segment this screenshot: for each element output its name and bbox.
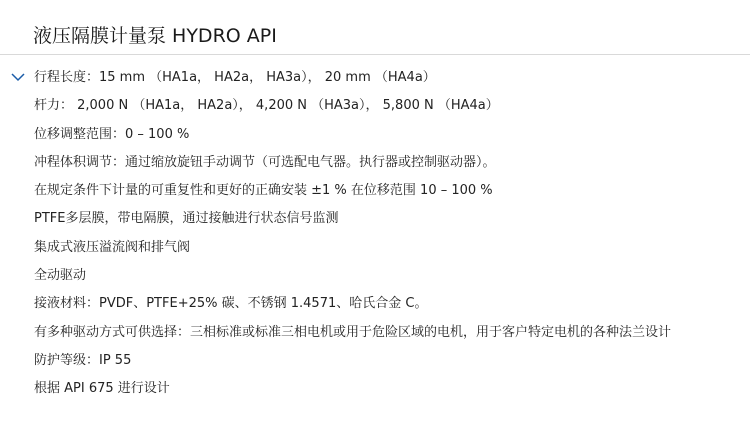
- list-item: 根据 API 675 进行设计: [34, 381, 170, 397]
- page-header: [0, 0, 750, 55]
- list-item: 防护等级：IP 55: [34, 352, 132, 368]
- list-item: 位移调整范围：0 – 100 %: [34, 126, 190, 142]
- list-item: PTFE多层膜，带电隔膜，通过接触进行状态信号监测: [34, 211, 339, 227]
- list-item: 有多种驱动方式可供选择：三相标准或标准三相电机或用于危险区域的电机，用于客户特定电机的各种法兰设计: [34, 324, 672, 340]
- list-item: 冲程体积调节：通过缩放旋钮手动调节（可选配电气器。执行器或控制驱动器）。: [34, 154, 496, 170]
- page-title: 液压隔膜计量泵 HYDRO API: [33, 25, 277, 47]
- list-item: 在规定条件下计量的可重复性和更好的正确安装 ±1 % 在位移范围 10 – 100 %: [34, 183, 493, 199]
- list-item: 集成式液压溢流阀和排气阀: [34, 239, 191, 255]
- list-item: 行程长度：15 mm （HA1a， HA2a， HA3a）， 20 mm （HA4a）: [34, 70, 436, 85]
- list-item: 杆力： 2,000 N （HA1a， HA2a）， 4,200 N （HA3a）， 5,800 N （HA4a）: [34, 98, 499, 114]
- feature-list: [34, 64, 671, 404]
- chevron-down-icon[interactable]: [11, 72, 25, 82]
- list-item: 接液材料：PVDF、PTFE+25% 碳、不锈钢 1.4571、哈氏合金 C。: [34, 296, 428, 312]
- list-item: 全动驱动: [34, 268, 87, 284]
